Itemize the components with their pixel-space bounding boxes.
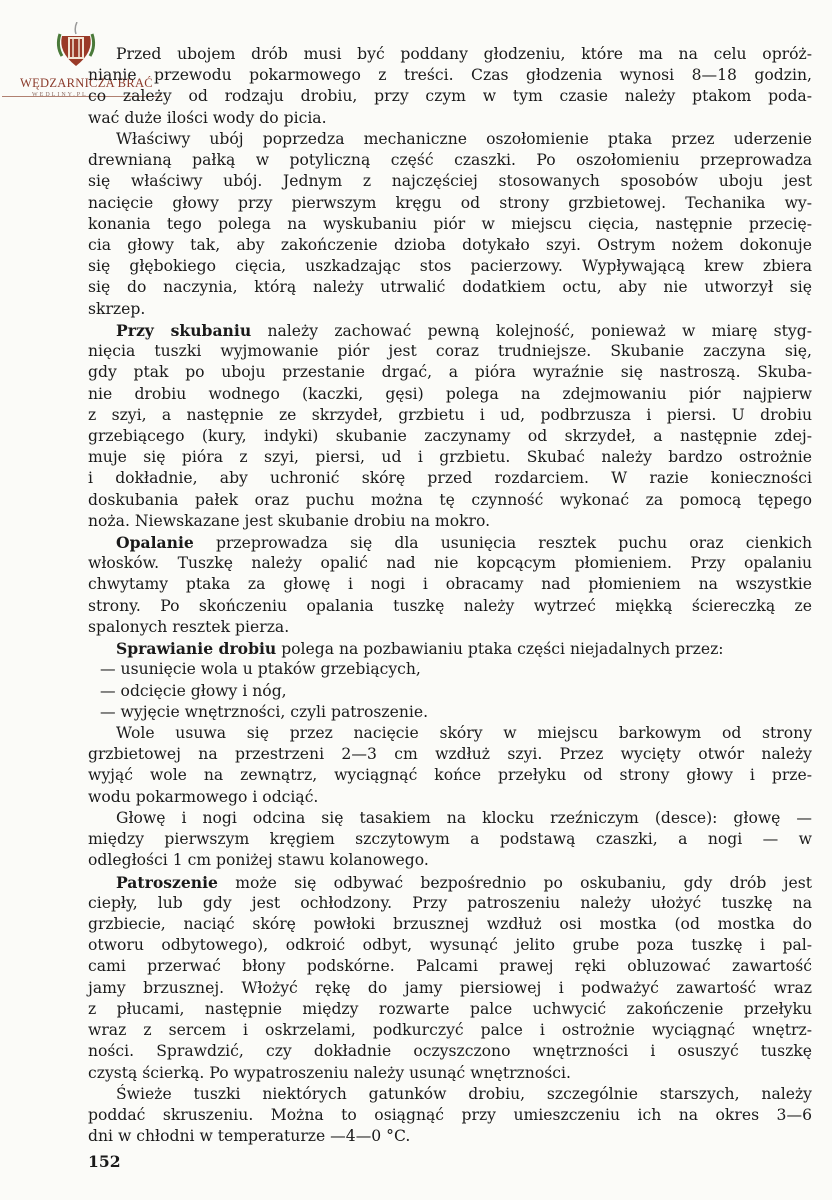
text-line [88,914,812,935]
text-line [88,1105,812,1126]
text-line [88,999,812,1020]
logo-name: WĘDZARNICZA BRAĆ [20,76,153,90]
bold-lead-term: Patroszenie [116,872,218,892]
text-line [88,384,812,405]
text-line [88,511,812,532]
line-text: nacięcie głowy przy pierwszym kręgu od strony grzbietowej. Techanika wy- [88,193,812,212]
text-line [88,426,812,447]
text-line [88,405,812,426]
line-text: drewnianą pałką w potyliczną część czaszki. Po oszołomieniu przeprowadza [88,151,812,170]
text-line [88,468,812,489]
line-text: wać duże ilości wody do picia. [88,108,327,127]
text-line [88,150,812,171]
text-line [88,299,812,320]
text-line [88,829,812,850]
line-text: grzbiecie, naciąć skórę powłoki brzusznej wzdłuż osi mostka (od mostka do [88,914,812,933]
text-line [88,65,812,86]
line-text: się właściwy ubój. Jednym z najczęściej stosowanych sposobów uboju jest [88,172,812,191]
line-text: jamy brzusznej. Włożyć rękę do jamy piersiowej i podważyć zawartość wraz [88,978,812,997]
line-text: Głowę i nogi odcina się tasakiem na klocku rzeźniczym (desce): głowę — [116,808,812,827]
text-line [88,277,812,298]
list-item: — usunięcie wola u ptaków grzebiących, [100,660,421,679]
text-line [88,723,812,744]
paragraph [88,320,812,532]
paragraph [88,532,812,638]
paragraph [88,638,812,723]
text-line [88,86,812,107]
text-line [88,850,812,871]
line-text: ciepły, lub gdy jest ochłodzony. Przy patroszeniu należy ułożyć tuszkę na [88,893,812,912]
line-text: odległości 1 cm poniżej stawu kolanowego. [88,851,429,870]
page-number: 152 [88,1152,121,1171]
text-line [88,787,812,808]
text-line [88,193,812,214]
text-line [88,341,812,362]
text-line [88,129,812,150]
paragraph [88,723,812,808]
text-line [88,108,812,129]
line-text: się do naczynia, którą należy utrwalić dodatkiem octu, aby nie utworzył się [88,278,812,297]
line-text: może się odbywać bezpośrednio po oskubaniu, gdy drób jest [217,873,812,892]
line-text: grzebiącego (kury, indyki) skubanie zaczynamy od skrzydeł, a następnie zdej- [88,426,812,445]
text-line [88,362,812,383]
line-text: wraz z sercem i oskrzelami, podkurczyć palce i ostrożnie wyciągnąć wnętrz- [88,1021,812,1040]
text-line [88,1084,812,1105]
line-text: nięcia tuszki wyjmowanie piór jest coraz trudniejsze. Skubanie zaczyna się, [88,342,812,361]
paragraph [88,129,812,320]
text-line [88,978,812,999]
line-text: otworu odbytowego), odkroić odbyt, wysunąć jelito grube poza tuszkę i pal- [88,936,812,955]
text-line [88,808,812,829]
line-text: wodu pokarmowego i odciąć. [88,787,319,806]
line-text: spalonych resztek pierza. [88,617,290,636]
paragraph [88,808,812,872]
text-line [88,744,812,765]
text-line [88,171,812,192]
line-text: Właściwy ubój poprzedza mechaniczne oszołomienie ptaka przez uderzenie [116,129,812,148]
text-line [88,1020,812,1041]
text-line [88,256,812,277]
line-text: chwytamy ptaka za głowę i nogi i obracamy nad płomieniem na wszystkie [88,575,812,594]
line-text: muje się pióra z szyi, piersi, ud i grzbietu. Skubać należy bardzo ostrożnie [88,448,812,467]
line-text: należy zachować pewną kolejność, ponieważ w miarę styg- [251,321,812,340]
line-text: wyjąć wole na zewnątrz, wyciągnąć końce przełyku od strony głowy i prze- [88,766,812,785]
line-text: Wole usuwa się przez nacięcie skóry w miejscu barkowym od strony [116,724,812,742]
text-line [88,447,812,468]
bold-lead-term: Sprawianie drobiu [116,639,277,659]
line-text: konania tego polega na wyskubaniu piór w miejscu cięcia, następnie przecię- [88,214,812,233]
line-text: cia głowy tak, aby zakończenie dzioba dotykało szyi. Ostrym nożem dokonuje [88,235,812,254]
logo-subtitle: WEDLINY.PL [32,92,88,98]
line-text: co zależy od rodzaju drobiu, przy czym w tym czasie należy ptakom poda- [88,87,812,106]
text-line [88,214,812,235]
page-body-text [88,44,812,1147]
line-text: czystą ścierką. Po wypatroszeniu należy usunąć wnętrzności. [88,1063,571,1082]
text-line [88,765,812,786]
line-text: włosków. Tuszkę należy opalić nad nie kopcącym płomieniem. Przy opalaniu [88,554,812,573]
text-line [88,935,812,956]
line-text: noża. Niewskazane jest skubanie drobiu na mokro. [88,511,491,530]
line-text: dni w chłodni w temperaturze —4—0 °C. [88,1127,411,1146]
text-line [88,490,812,511]
line-text: i dokładnie, aby uchronić skórę przed rozdarciem. W razie konieczności [88,469,812,488]
line-text: poddać skruszeniu. Można to osiągnąć przy umieszczeniu ich na okres 3—6 [88,1105,812,1124]
bold-lead-term: Przy skubaniu [116,320,252,340]
text-line [88,320,812,341]
line-text: polega na pozbawianiu ptaka części niejadalnych przez: [276,640,724,659]
text-line [88,872,812,893]
text-line [88,596,812,617]
line-text: strony. Po skończeniu opalania tuszkę należy wytrzeć miękką ściereczką ze [88,596,812,615]
line-text: między pierwszym kręgiem szczytowym a podstawą czaszki, a nogi — w [88,830,812,849]
text-line [88,1041,812,1062]
text-line [88,574,812,595]
paragraph [88,44,812,129]
line-text: nianie przewodu pokarmowego z treści. Czas głodzenia wynosi 8—18 godzin, [88,66,812,85]
line-text: Przed ubojem drób musi być poddany głodzeniu, które ma na celu opróż- [116,45,812,63]
text-line [88,638,812,659]
line-text: Świeże tuszki niektórych gatunków drobiu, szczególnie starszych, należy [116,1084,812,1103]
text-line [88,956,812,977]
paragraph [88,872,812,1084]
line-text: przeprowadza się dla usunięcia resztek puchu oraz cienkich [193,534,812,553]
list-item: — odcięcie głowy i nóg, [100,681,287,700]
text-line [88,532,812,553]
line-text: grzbietowej na przestrzeni 2—3 cm wzdłuż szyi. Przez wycięty otwór należy [88,745,812,764]
text-line [88,235,812,256]
text-line [88,617,812,638]
line-text: ności. Sprawdzić, czy dokładnie oczyszczono wnętrzności i osuszyć tuszkę [88,1042,812,1061]
line-text: skrzep. [88,299,146,318]
line-text: się głębokiego cięcia, uszkadzając stos pacierzowy. Wypływającą krew zbiera [88,257,812,276]
text-line [88,1126,812,1147]
line-text: z szyi, a następnie ze skrzydeł, grzbietu i ud, podbrzusza i piersi. U drobiu [88,405,812,424]
line-text: cami przerwać błony podskórne. Palcami prawej ręki obluzować zawartość [88,957,812,976]
text-line [88,1063,812,1084]
paragraph [88,1084,812,1148]
text-line [88,553,812,574]
line-text: doskubania pałek oraz puchu można tę czynność wykonać za pomocą tępego [88,490,812,509]
line-text: gdy ptak po uboju przestanie drgać, a pióra wyraźnie się nastroszą. Skuba- [88,363,812,382]
text-line [88,44,812,65]
line-text: nie drobiu wodnego (kaczki, gęsi) polega na zdejmowaniu piór najpierw [88,384,812,403]
list-item: — wyjęcie wnętrzności, czyli patroszenie. [100,702,429,721]
line-text: z płucami, następnie między rozwarte palce uchwycić zakończenie przełyku [88,999,812,1018]
text-line [88,893,812,914]
bold-lead-term: Opalanie [116,533,194,553]
